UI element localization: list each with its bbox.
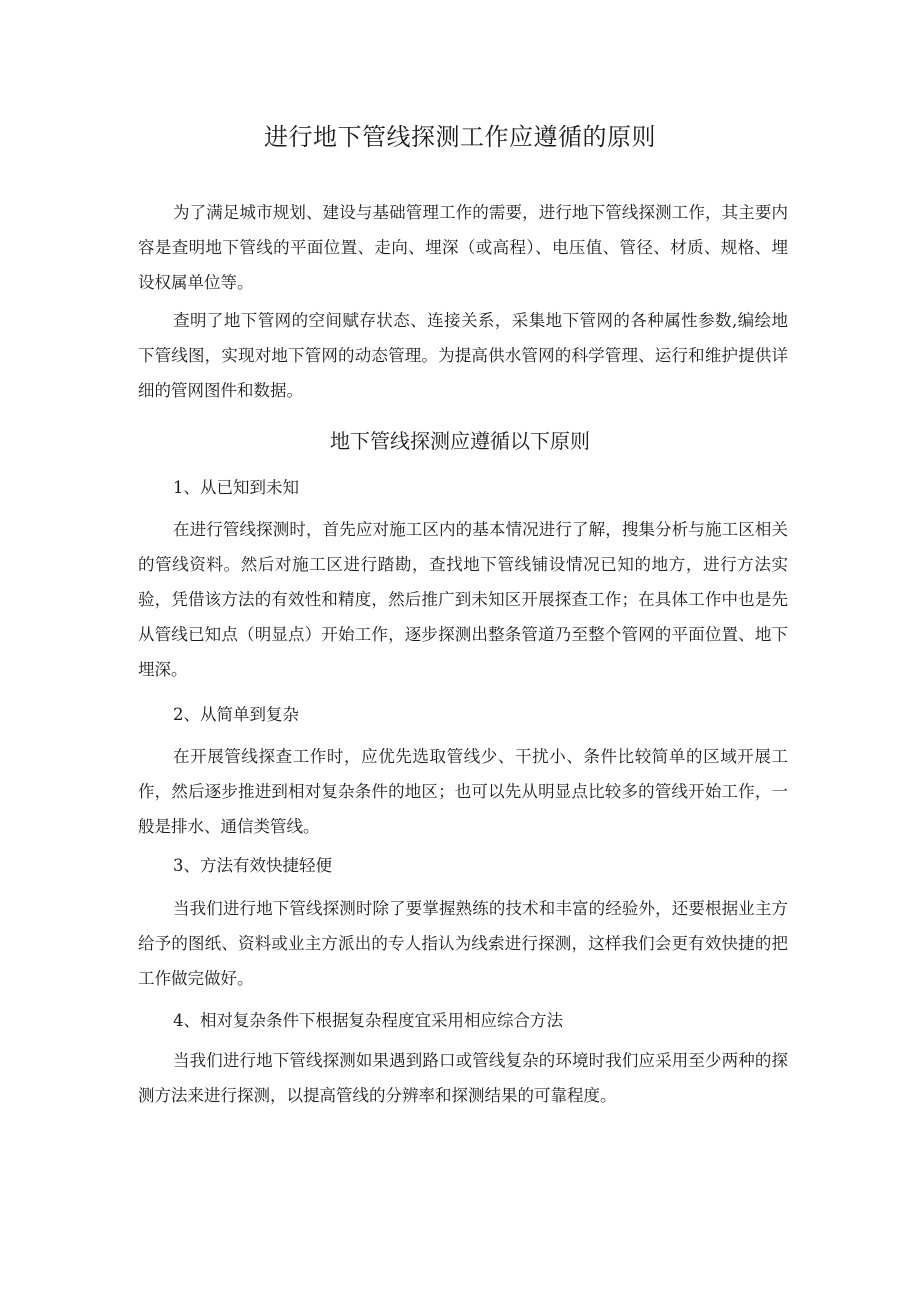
principle-heading: 2、从简单到复杂 [173,705,299,724]
principle-body: 在进行管线探测时，首先应对施工区内的基本情况进行了解，搜集分析与施工区相关的管线资料。然后对施工区进行踏勘，查找地下管线铺设情况已知的地方，进行方法实验，凭借该方法的有效性和精度，然后推广到未知区开展探查工作；在具体工作中也是先从管线已知点（明显点）开始工作，逐步探测出整条管道乃至整个管网的平面位置、地下埋深。 [138,520,788,679]
intro-paragraph: 查明了地下管网的空间赋存状态、连接关系，采集地下管网的各种属性参数,编绘地下管线图，实现对地下管网的动态管理。为提高供水管网的科学管理、运行和维护提供详细的管网图件和数据。 [138,311,788,400]
intro-paragraph: 为了满足城市规划、建设与基础管理工作的需要，进行地下管线探测工作，其主要内容是查明地下管线的平面位置、走向、埋深（或高程）、电压值、管径、材质、规格、埋设权属单位等。 [138,203,788,292]
principle-heading: 1、从已知到未知 [173,478,299,497]
document-title: 进行地下管线探测工作应遵循的原则 [264,123,656,151]
principle-heading: 4、相对复杂条件下根据复杂程度宜采用相应综合方法 [173,1011,563,1030]
principle-body: 当我们进行地下管线探测时除了要掌握熟练的技术和丰富的经验外，还要根据业主方给予的图纸、资料或业主方派出的专人指认为线索进行探测，这样我们会更有效快捷的把工作做完做好。 [138,899,788,988]
principle-body: 在开展管线探查工作时，应优先选取管线少、干扰小、条件比较简单的区域开展工作，然后逐步推进到相对复杂条件的地区；也可以先从明显点比较多的管线开始工作，一般是排水、通信类管线。 [138,747,788,836]
principle-heading: 3、方法有效快捷轻便 [173,856,332,875]
section-title: 地下管线探测应遵循以下原则 [330,429,590,453]
principle-body: 当我们进行地下管线探测如果遇到路口或管线复杂的环境时我们应采用至少两种的探测方法来进行探测，以提高管线的分辨率和探测结果的可靠程度。 [138,1051,788,1105]
